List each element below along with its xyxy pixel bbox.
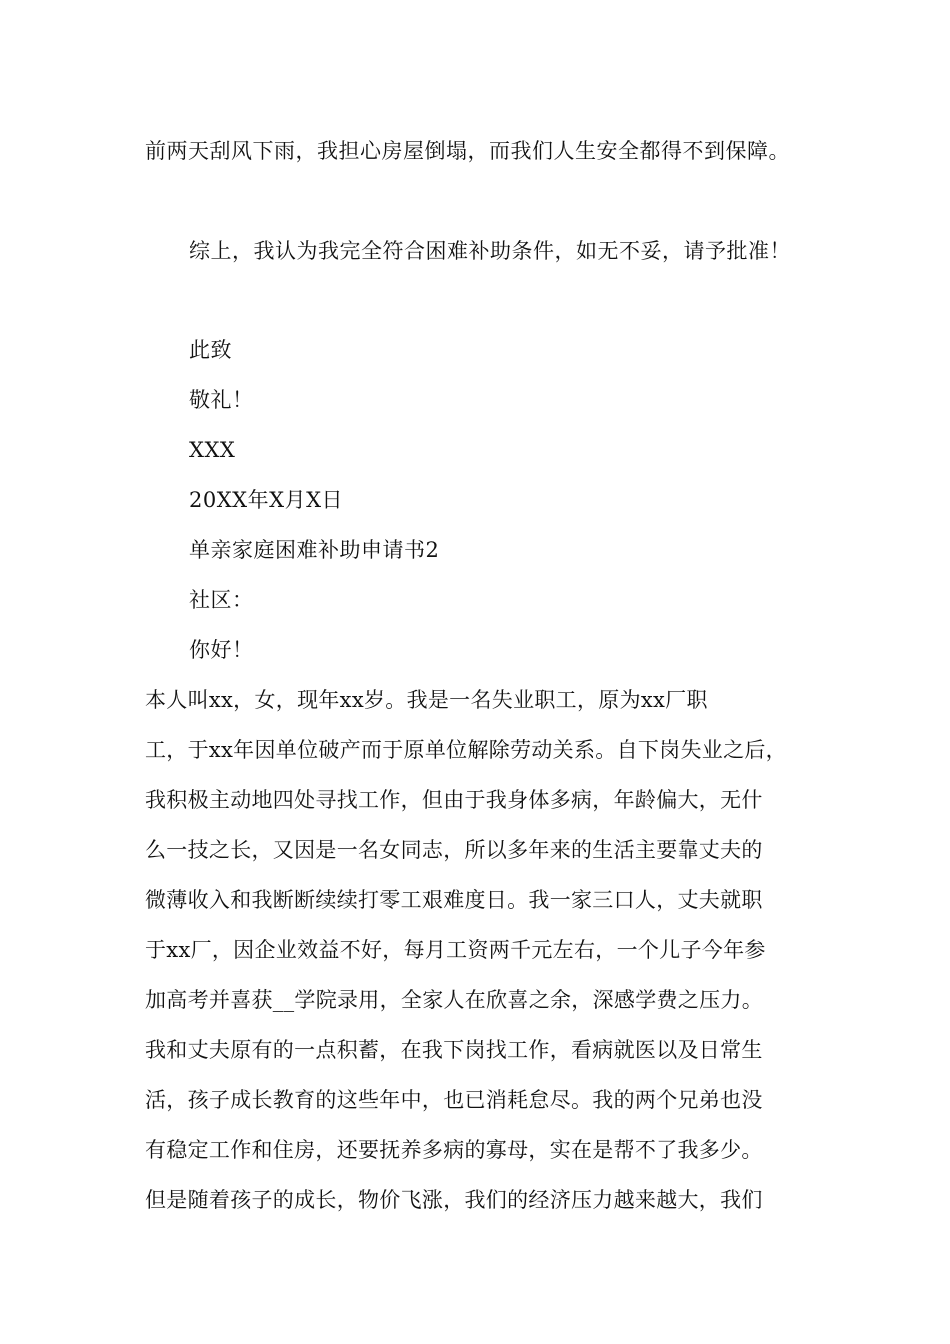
body-line: 我积极主动地四处寻找工作，但由于我身体多病，年龄偏大，无什 <box>145 788 763 812</box>
body-line: 活，孩子成长教育的这些年中，也已消耗怠尽。我的两个兄弟也没 <box>145 1088 763 1112</box>
body-line: 工，于xx年因单位破产而于原单位解除劳动关系。自下岗失业之后， <box>145 738 787 762</box>
body-line: 本人叫xx，女，现年xx岁。我是一名失业职工，原为xx厂职 <box>145 688 708 712</box>
top-paragraph: 前两天刮风下雨，我担心房屋倒塌，而我们人生安全都得不到保障。 <box>145 139 790 163</box>
body-line: 微薄收入和我断断续续打零工艰难度日。我一家三口人，丈夫就职 <box>145 888 763 912</box>
body-line: 我和丈夫原有的一点积蓄，在我下岗找工作，看病就医以及日常生 <box>145 1038 763 1062</box>
signature: XXX <box>189 438 236 462</box>
document-title-2: 单亲家庭困难补助申请书2 <box>189 538 440 562</box>
recipient-line: 社区： <box>189 588 254 612</box>
body-line: 于xx厂，因企业效益不好，每月工资两千元左右，一个儿子今年参 <box>145 938 766 962</box>
body-line: 但是随着孩子的成长，物价飞涨，我们的经济压力越来越大，我们 <box>145 1188 763 1212</box>
closing-line-1: 此致 <box>189 338 232 362</box>
body-line: 加高考并喜获__学院录用，全家人在欣喜之余，深感学费之压力。 <box>145 988 763 1012</box>
closing-line-2: 敬礼！ <box>189 388 254 412</box>
body-line: 有稳定工作和住房，还要抚养多病的寡母，实在是帮不了我多少。 <box>145 1138 763 1162</box>
greeting-line: 你好！ <box>189 638 254 662</box>
date-line: 20XX年X月X日 <box>189 488 344 512</box>
conclusion-paragraph: 综上，我认为我完全符合困难补助条件，如无不妥，请予批准！ <box>189 239 791 263</box>
body-line: 么一技之长，又因是一名女同志，所以多年来的生活主要靠丈夫的 <box>145 838 763 862</box>
